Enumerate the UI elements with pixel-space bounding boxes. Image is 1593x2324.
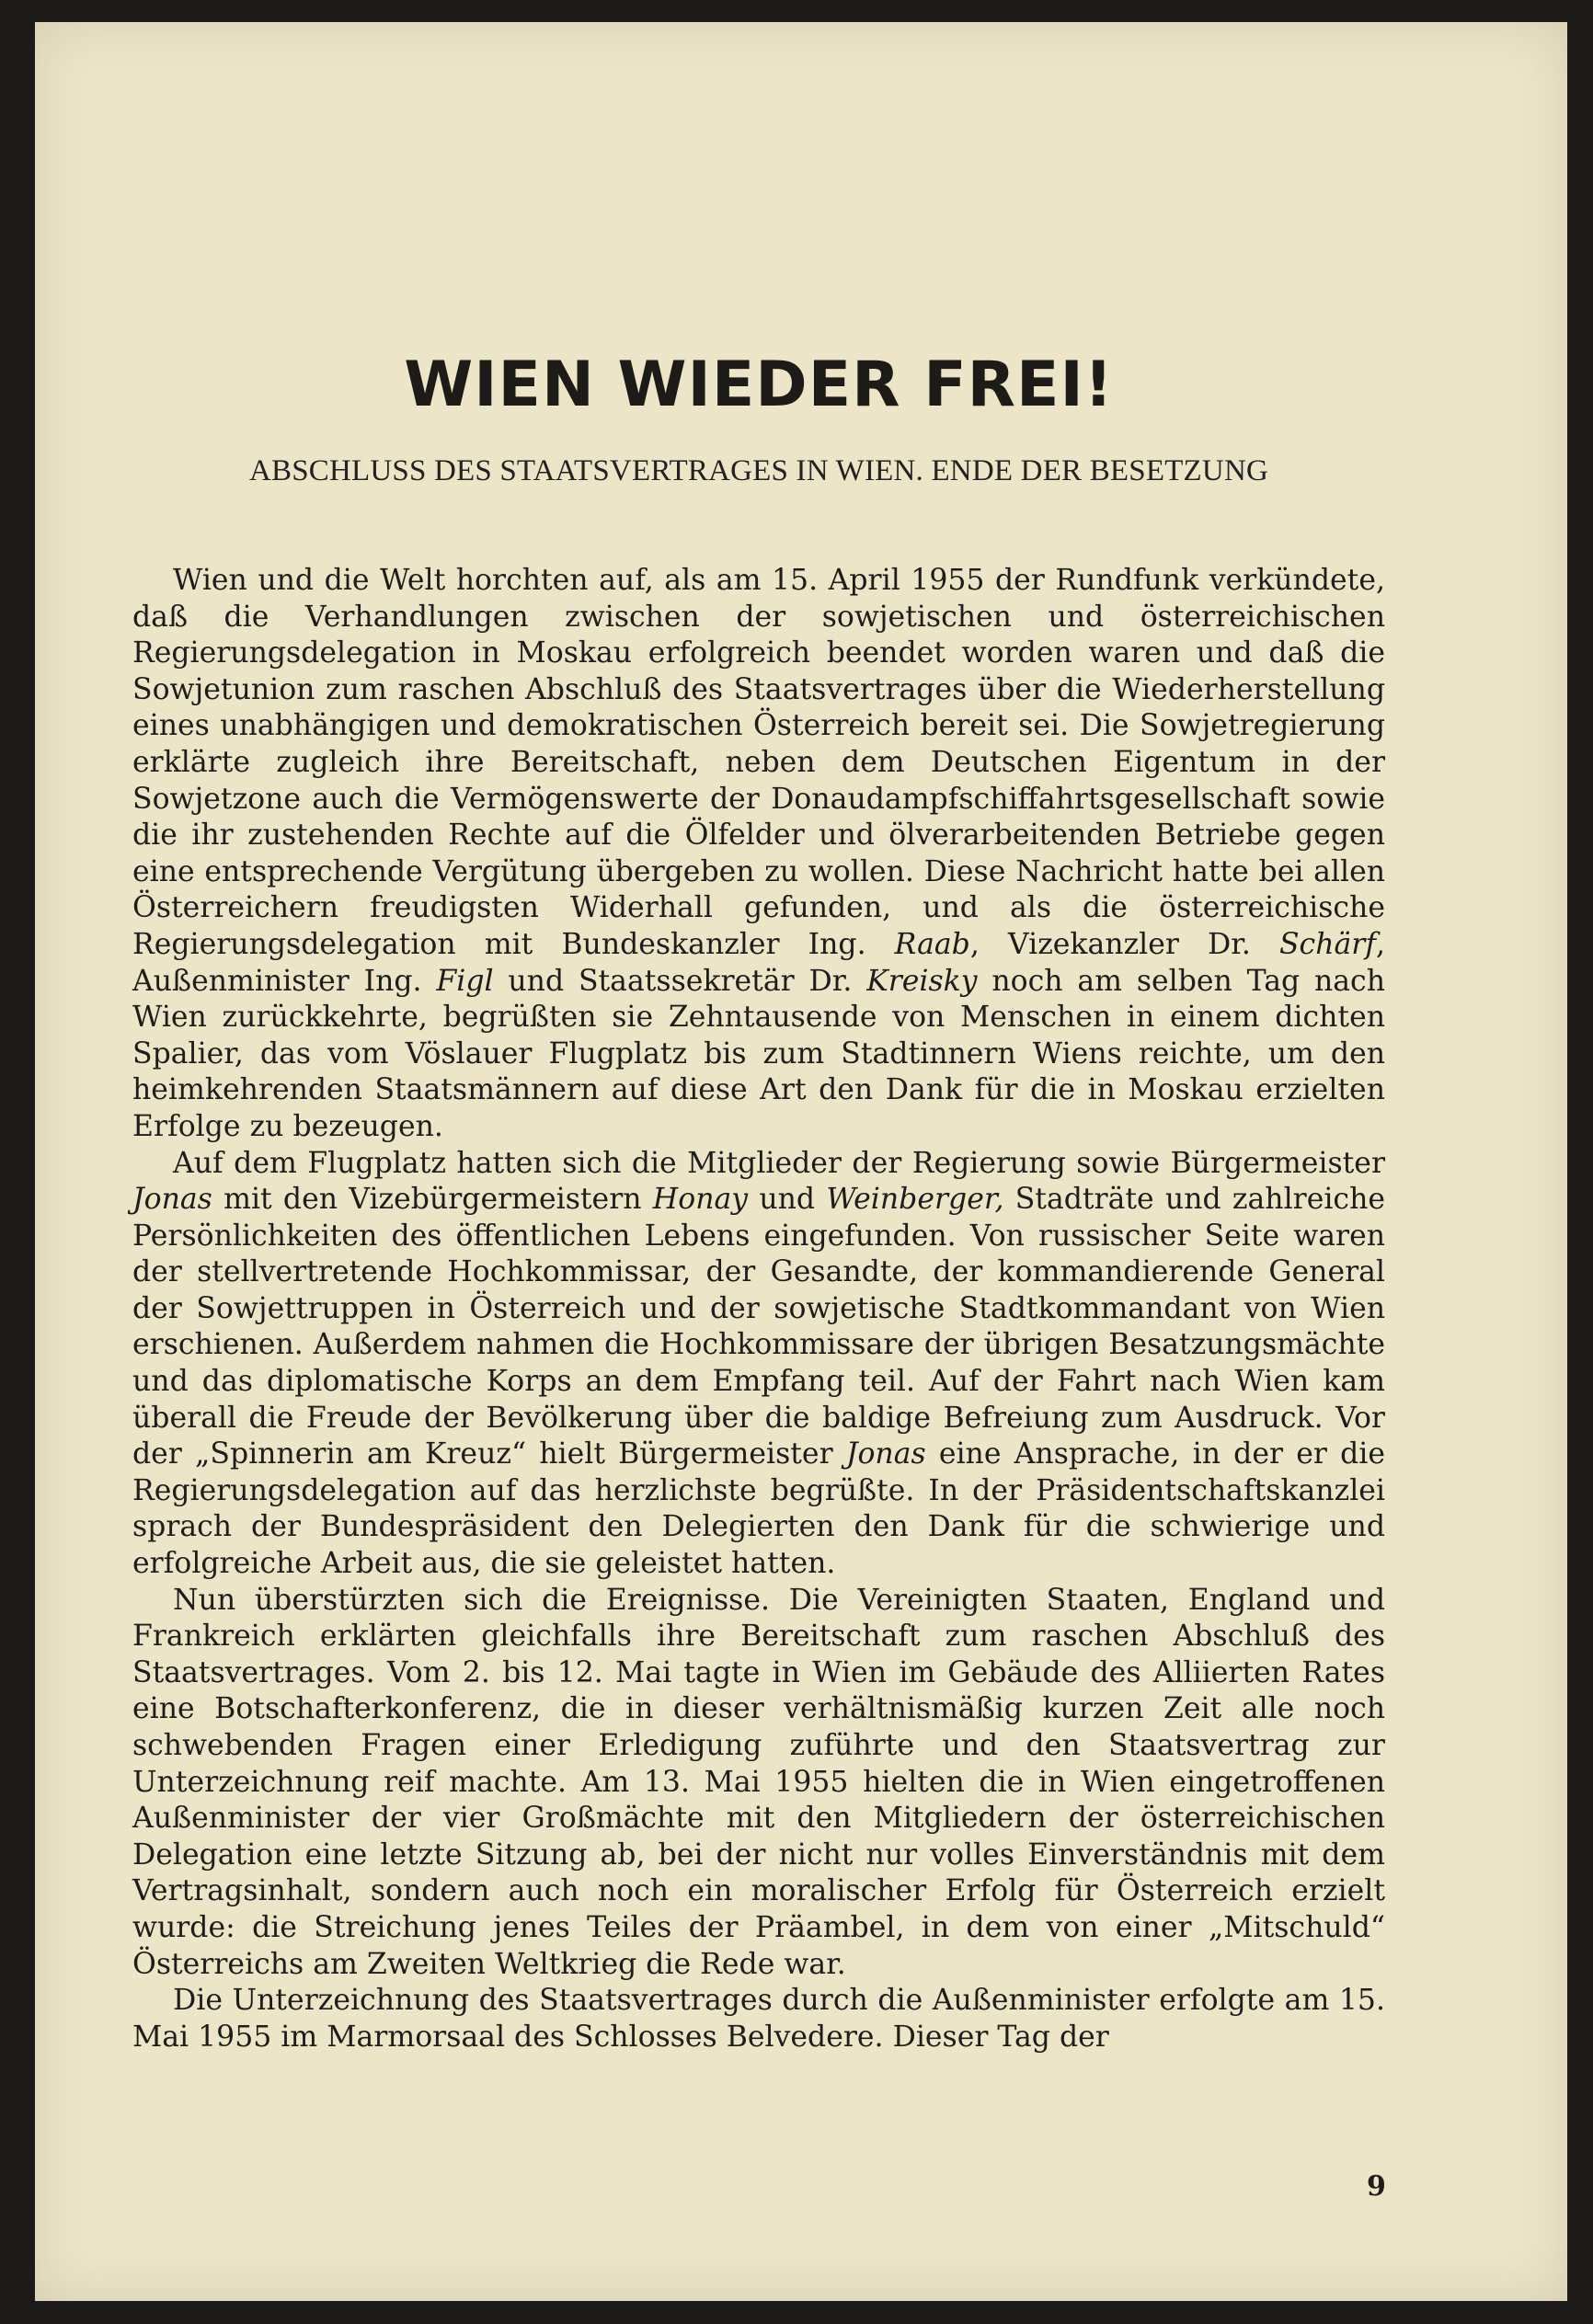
italic-name: Kreisky: [866, 964, 978, 998]
italic-name: Jonas: [845, 1437, 926, 1471]
text-run: Auf dem Flugplatz hatten sich die Mitglieder der Regierung sowie Bürgermeister: [173, 1146, 1385, 1180]
page-number: 9: [1367, 2170, 1386, 2203]
paragraph: [132, 1146, 1385, 1583]
italic-name: Raab: [894, 927, 970, 961]
italic-name: Jonas: [132, 1183, 212, 1217]
text-run: eine Ansprache, in der er die Regierungsdelegation auf das herzlichste begrüßte. In der Präsidentschaftskanzlei sprach der Bundespräsident den Delegierten den Dank für die schwierige und erfolgreiche Arbeit aus, die sie geleistet hatten.: [132, 1437, 1385, 1581]
text-run: , Außenminister Ing.: [132, 927, 1385, 998]
text-run: Nun überstürzten sich die Ereignisse. Die Vereinigten Staaten, England und Frankreich erklärten gleichfalls ihre Bereitschaft zum raschen Abschluß des Staatsvertrages. Vom 2. bis 12. Mai tagte in Wien im Gebäude des Alliierten Rates eine Botschafterkonferenz, die in dieser verhältnismäßig kurzen Zeit alle noch schwebenden Fragen einer Erledigung zuführte und den Staatsvertrag zur Unterzeichnung reif machte. Am 13. Mai 1955 hielten die in Wien eingetroffenen Außenminister der vier Großmächte mit den Mitgliedern der österreichischen Delegation eine letzte Sitzung ab, bei der nicht nur volles Einverständnis mit dem Vertragsinhalt, sondern auch noch ein moralischer Erfolg für Österreich erzielt wurde: die Streichung jenes Teiles der Präambel, in dem von einer „Mitschuld“ Österreichs am Zweiten Weltkrieg die Rede war.: [132, 1583, 1385, 1981]
italic-name: Weinberger,: [826, 1183, 1004, 1217]
paragraph: [132, 563, 1385, 1146]
text-run: mit den Vizebürgermeistern: [212, 1183, 653, 1217]
text-run: noch am selben Tag nach Wien zurückkehrte, begrüßten sie Zehntausende von Menschen in einem dichten Spalier, das vom Vöslauer Flugplatz bis zum Stadtinnern Wiens reichte, um den heimkehrenden Staatsmännern auf diese Art den Dank für die in Moskau erzielten Erfolge zu bezeugen.: [132, 964, 1385, 1143]
article-body: [132, 563, 1385, 2055]
text-run: , Vizekanzler Dr.: [969, 927, 1279, 961]
text-run: Die Unterzeichnung des Staatsvertrages durch die Außenminister erfolgte am 15. Mai 1955 im Marmorsaal des Schlosses Belvedere. Dieser Tag der: [132, 1984, 1385, 2054]
page-title: WIEN WIEDER FREI!: [404, 349, 1114, 421]
text-run: und Staatssekretär Dr.: [493, 964, 867, 998]
italic-name: Schärf: [1278, 927, 1376, 961]
paragraph: [132, 1583, 1385, 1984]
paragraph: [132, 1983, 1385, 2055]
text-run: und: [748, 1183, 827, 1217]
text-run: Wien und die Welt horchten auf, als am 15. April 1955 der Rundfunk verkündete, daß die Verhandlungen zwischen der sowjetischen und österreichischen Regierungsdelegation in Moskau erfolgreich beendet worden waren und daß die Sowjetunion zum raschen Abschluß des Staatsvertrages über die Wiederherstellung eines unabhängigen und demokratischen Österreich bereit sei. Die Sowjetregierung erklärte zugleich ihre Bereitschaft, neben dem Deutschen Eigentum in der Sowjetzone auch die Vermögenswerte der Donaudampfschiffahrtsgesellschaft sowie die ihr zustehenden Rechte auf die Ölfelder und ölverarbeitenden Betriebe gegen eine entsprechende Vergütung übergeben zu wollen. Diese Nachricht hatte bei allen Österreichern freudigsten Widerhall gefunden, und als die österreichische Regierungsdelegation mit Bundeskanzler Ing.: [132, 564, 1385, 961]
document-page: [35, 22, 1567, 2301]
italic-name: Figl: [436, 964, 494, 998]
page-subtitle: ABSCHLUSS DES STAATSVERTRAGES IN WIEN. ENDE DER BESETZUNG: [248, 454, 1269, 487]
text-run: Stadträte und zahlreiche Persönlichkeiten des öffentlichen Lebens eingefunden. Von russischer Seite waren der stellvertretende Hochkommissar, der Gesandte, der kommandierende General der Sowjettruppen in Österreich und der sowjetische Stadtkommandant von Wien erschienen. Außerdem nahmen die Hochkommissare der übrigen Besatzungsmächte und das diplomatische Korps an dem Empfang teil. Auf der Fahrt nach Wien kam überall die Freude der Bevölkerung über die baldige Befreiung zum Ausdruck. Vor der „Spinnerin am Kreuz“ hielt Bürgermeister: [132, 1183, 1386, 1471]
italic-name: Honay: [652, 1183, 749, 1217]
